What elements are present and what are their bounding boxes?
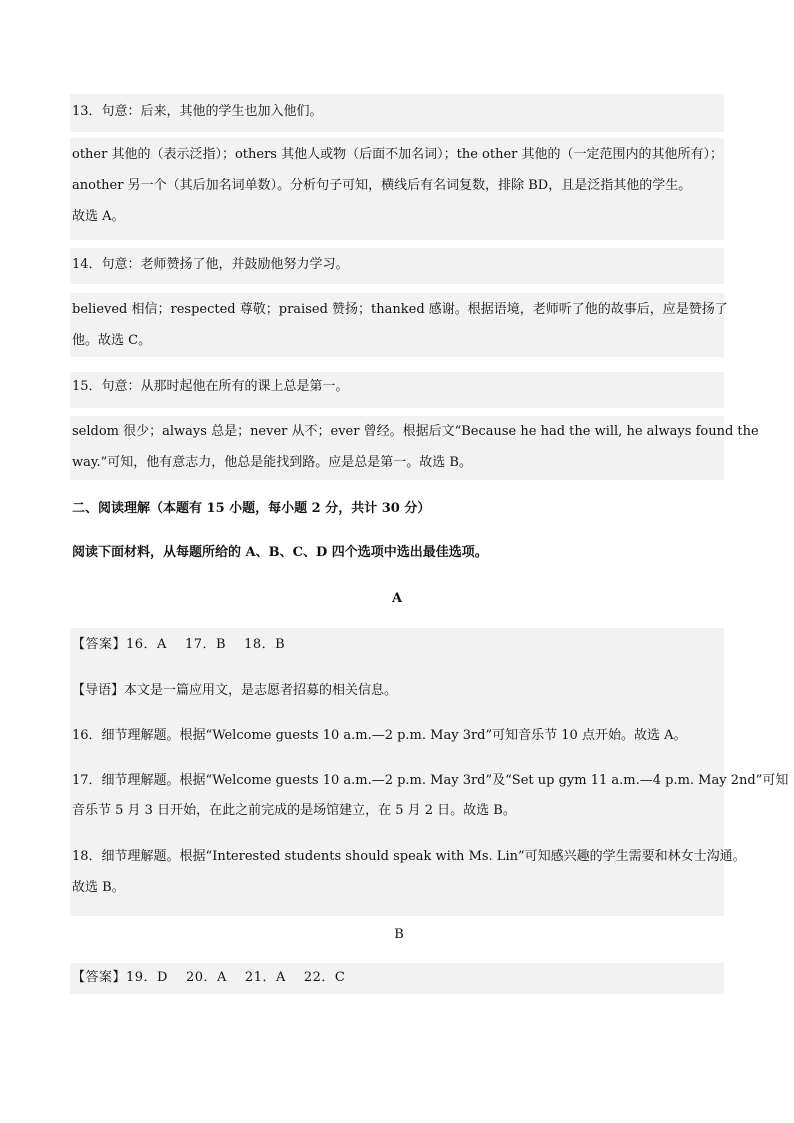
section2-instruction: 阅读下面材料，从每题所给的 A、B、C、D 四个选项中选出最佳选项。 [72, 545, 488, 560]
q17-expl-line-1: 17．细节理解题。根据“Welcome guests 10 a.m.—2 p.m. May 3rd”及“Set up gym 11 a.m.—4 p.m. May 2nd”可知 [72, 773, 789, 788]
q13-explanation-block [70, 138, 724, 240]
q13-meaning-block [70, 94, 724, 132]
q15-meaning: 15．句意：从那时起他在所有的课上总是第一。 [72, 379, 349, 394]
q15-meaning-block [70, 372, 724, 408]
q18-expl-line-2: 故选 B。 [72, 880, 125, 895]
section2-title: 二、阅读理解（本题有 15 小题，每小题 2 分，共计 30 分） [72, 501, 431, 516]
q15-expl-line-1: seldom 很少；always 总是；never 从不；ever 曾经。根据后文“Because he had the will, he always found the [72, 424, 759, 439]
answer-18: 18．B [244, 637, 286, 652]
answer-16: 16．A [126, 637, 167, 652]
q14-explanation-block [70, 293, 728, 357]
passage-a-answers [70, 636, 305, 654]
answer-22: 22．C [303, 970, 346, 985]
q14-meaning: 14．句意：老师赞扬了他，并鼓励他努力学习。 [72, 257, 349, 272]
passage-a-answer-block [70, 628, 789, 916]
passage-a-label: A [391, 591, 403, 606]
answer-label: 【答案】 [72, 637, 127, 652]
q13-meaning: 13．句意：后来，其他的学生也加入他们。 [72, 104, 323, 119]
answer-17: 17．B [184, 637, 227, 652]
answer-21: 21．A [244, 970, 286, 985]
q18-expl-line-1: 18．细节理解题。根据“Interested students should speak with Ms. Lin”可知感兴趣的学生需要和林女士沟通。 [72, 849, 746, 864]
q14-expl-line-2: 他。故选 C。 [72, 333, 152, 348]
q13-expl-line-3: 故选 A。 [72, 209, 125, 224]
q16-explanation: 16．细节理解题。根据“Welcome guests 10 a.m.—2 p.m. May 3rd”可知音乐节 10 点开始。故选 A。 [72, 728, 687, 743]
passage-a-guide: 【导语】本文是一篇应用文，是志愿者招募的相关信息。 [72, 683, 398, 698]
passage-b-answer-block [70, 963, 724, 994]
q15-expl-line-2: way.”可知，他有意志力，他总是能找到路。应是总是第一。故选 B。 [72, 455, 472, 470]
passage-b-answers [70, 969, 365, 987]
q14-meaning-block [70, 248, 724, 284]
answer-19: 19．D [126, 970, 168, 985]
q15-explanation-block [70, 416, 759, 480]
q14-expl-line-1: believed 相信；respected 尊敬；praised 赞扬；thanked 感谢。根据语境，老师听了他的故事后，应是赞扬了 [72, 302, 728, 317]
q13-expl-line-2: another 另一个（其后加名词单数）。分析句子可知，横线后有名词复数，排除 BD，且是泛指其他的学生。 [72, 178, 692, 193]
answer-20: 20．A [185, 970, 227, 985]
q17-expl-line-2: 音乐节 5 月 3 日开始，在此之前完成的是场馆建立，在 5 月 2 日。故选 B。 [72, 803, 516, 818]
q13-expl-line-1: other 其他的（表示泛指）；others 其他人或物（后面不加名词）；the other 其他的（一定范围内的其他所有）； [72, 147, 723, 162]
answer-label: 【答案】 [72, 970, 127, 985]
passage-b-label: B [394, 927, 404, 942]
